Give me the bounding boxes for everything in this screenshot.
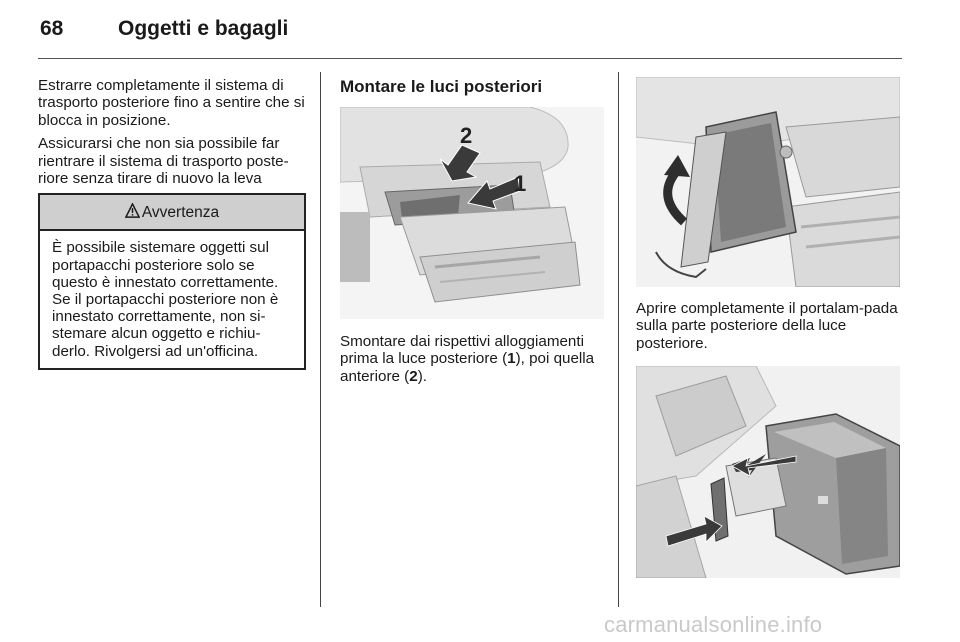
column-right xyxy=(636,77,902,578)
paragraph-ensure-locked: Assicurarsi che non sia possibile far rientrare il sistema di trasporto poste-riore senza tirare di nuovo la leva xyxy=(38,135,289,188)
lamp-holder-release-illustration xyxy=(636,366,900,578)
caption-text-c: ). xyxy=(417,367,427,385)
header-rule xyxy=(38,58,902,59)
warning-triangle-icon xyxy=(125,203,140,222)
warning-box xyxy=(38,193,306,369)
figure-caption-open-lamp-holder: Aprire completamente il portalam-pada sulla parte posteriore della luce posteriore. xyxy=(636,300,898,352)
column-divider-1 xyxy=(320,72,321,607)
caption-ref-2: 2 xyxy=(409,367,418,385)
warning-body: È possibile sistemare oggetti sul portapacchi posteriore solo se questo è innestato correttamente. Se il portapacchi posteriore non è innestato correttamente, non si-stemare alcun oggetto e richiu-derlo. Rivolgersi ad un'officina. xyxy=(52,239,279,360)
column-middle xyxy=(340,77,604,391)
warning-title: Avvertenza xyxy=(141,203,220,221)
figure-caption-remove-lights xyxy=(340,333,604,385)
tail-light-removal-illustration xyxy=(340,107,604,319)
column-left xyxy=(38,77,306,370)
page-number: 68 xyxy=(40,17,64,40)
lamp-holder-open-illustration xyxy=(636,77,900,287)
caption-text-b: ), poi quella anteriore ( xyxy=(340,350,595,385)
figure-callout-2: 2 xyxy=(460,123,473,148)
caption-text-a: Smontare dai rispettivi alloggiamenti prima la luce posteriore ( xyxy=(340,333,584,368)
paragraph-extract-system: Estrarre completamente il sistema di trasporto posteriore fino a sentire che si blocca in posizione. xyxy=(38,77,305,129)
column-divider-2 xyxy=(618,72,619,607)
watermark: carmanualsonline.info xyxy=(604,612,823,637)
section-heading: Montare le luci posteriori xyxy=(340,77,543,96)
caption-ref-1: 1 xyxy=(507,350,516,368)
figure-callout-1: 1 xyxy=(514,171,527,196)
section-title: Oggetti e bagagli xyxy=(118,17,289,40)
warning-header xyxy=(40,195,304,231)
